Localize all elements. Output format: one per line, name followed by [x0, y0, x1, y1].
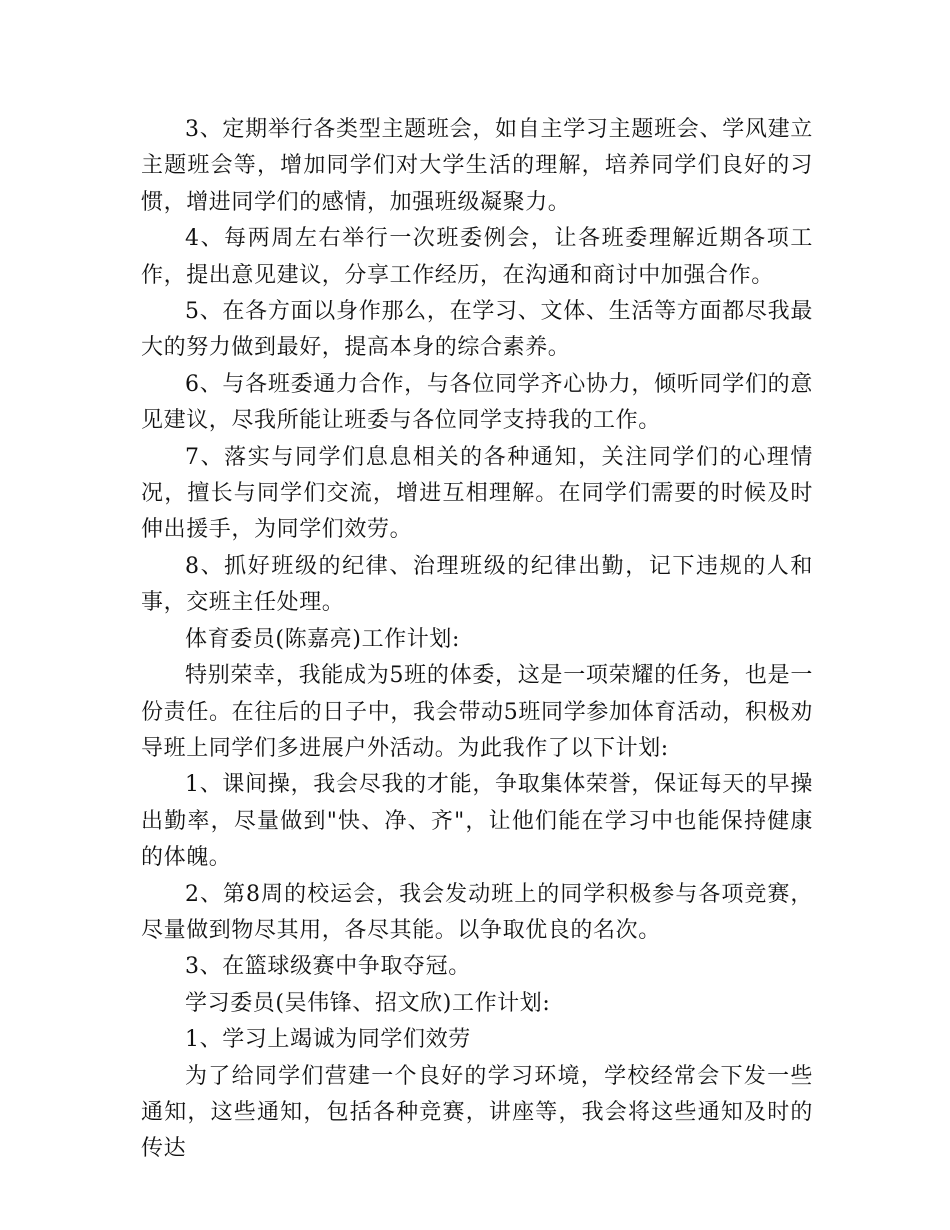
paragraph: 2、第8周的校运会，我会发动班上的同学积极参与各项竞赛，尽量做到物尽其用，各尽其能。以争取优良的名次。	[141, 881, 813, 943]
paragraph: 特别荣幸，我能成为5班的体委，这是一项荣耀的任务，也是一份责任。在往后的日子中，我会带动5班同学参加体育活动，积极劝导班上同学们多进展户外活动。为此我作了以下计划:	[141, 663, 813, 761]
paragraph: 8、抓好班级的纪律、治理班级的纪律出勤，记下违规的人和事，交班主任处理。	[141, 553, 813, 616]
paragraph: 1、课间操，我会尽我的才能，争取集体荣誉，保证每天的早操出勤率，尽量做到"快、净、齐"，让他们能在学习中也能保持健康的体魄。	[141, 772, 813, 871]
paragraph: 7、落实与同学们息息相关的各种通知，关注同学们的心理情况，擅长与同学们交流，增进互相理解。在同学们需要的时候及时伸出援手，为同学们效劳。	[141, 444, 813, 543]
paragraph: 1、学习上竭诚为同学们效劳	[185, 1027, 471, 1053]
section-heading: 学习委员(吴伟锋、招文欣)工作计划:	[185, 990, 551, 1016]
section-heading: 体育委员(陈嘉亮)工作计划:	[185, 626, 460, 652]
paragraph: 3、定期举行各类型主题班会，如自主学习主题班会、学风建立主题班会等，增加同学们对大学生活的理解，培养同学们良好的习惯，增进同学们的感情，加强班级凝聚力。	[141, 117, 813, 215]
paragraph: 为了给同学们营建一个良好的学习环境，学校经常会下发一些通知，这些通知，包括各种竞赛，讲座等，我会将这些通知及时的传达	[141, 1063, 813, 1162]
document-body	[141, 112, 813, 1168]
paragraph: 5、在各方面以身作那么，在学习、文体、生活等方面都尽我最大的努力做到最好，提高本身的综合素养。	[141, 299, 813, 361]
paragraph: 4、每两周左右举行一次班委例会，让各班委理解近期各项工作，提出意见建议，分享工作经历，在沟通和商讨中加强合作。	[141, 226, 813, 288]
paragraph: 3、在篮球级赛中争取夺冠。	[185, 954, 471, 980]
paragraph: 6、与各班委通力合作，与各位同学齐心协力，倾听同学们的意见建议，尽我所能让班委与各位同学支持我的工作。	[141, 371, 813, 434]
